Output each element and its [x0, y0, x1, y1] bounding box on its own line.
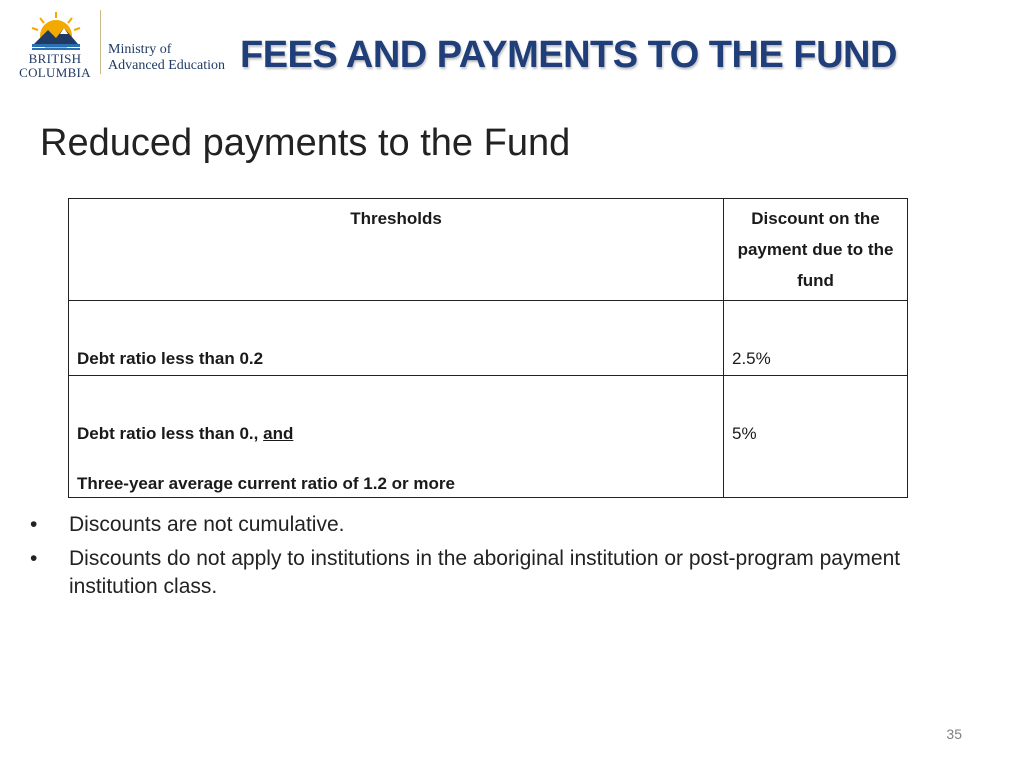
slide-title: FEES AND PAYMENTS TO THE FUND [240, 34, 897, 76]
table-row [69, 301, 908, 376]
ministry-line-1: Ministry of [108, 42, 172, 57]
note-text: Discounts are not cumulative. [69, 513, 345, 536]
threshold-condition [77, 376, 715, 444]
province-name [14, 52, 96, 80]
discount-value: 5% [732, 424, 757, 443]
header-thresholds: Thresholds [69, 199, 724, 301]
province-line-1: BRITISH [28, 51, 82, 66]
bc-sun-mountain-icon [28, 10, 84, 50]
table-header-row [69, 199, 908, 301]
note-text: Discounts do not apply to institutions in the aboriginal institution or post-program payment institution class. [69, 547, 901, 598]
bullet-icon: • [30, 513, 38, 536]
threshold-cell [69, 301, 724, 376]
notes-list [30, 511, 960, 607]
bc-ministry-logo [10, 8, 225, 78]
condition-and-link: and [263, 424, 294, 443]
ministry-name [108, 42, 233, 74]
province-line-2: COLUMBIA [19, 65, 91, 80]
ministry-line-2: Advanced Education [108, 58, 226, 73]
section-title: Reduced payments to the Fund [40, 122, 571, 164]
threshold-condition: Debt ratio less than 0.2 [77, 349, 264, 368]
discount-value: 2.5% [732, 349, 771, 368]
threshold-cell [69, 376, 724, 498]
threshold-condition-second: Three-year average current ratio of 1.2 or more [77, 474, 455, 493]
list-item [30, 511, 960, 539]
condition-prefix: Debt ratio less than 0., [77, 424, 259, 443]
discount-cell [724, 301, 908, 376]
discount-cell [724, 376, 908, 498]
thresholds-table [68, 198, 908, 498]
page-number: 35 [946, 726, 962, 742]
list-item [30, 545, 960, 601]
table-row [69, 376, 908, 498]
header-discount: Discount on the payment due to the fund [724, 199, 908, 301]
bullet-icon: • [30, 547, 38, 570]
logo-divider [100, 10, 101, 74]
